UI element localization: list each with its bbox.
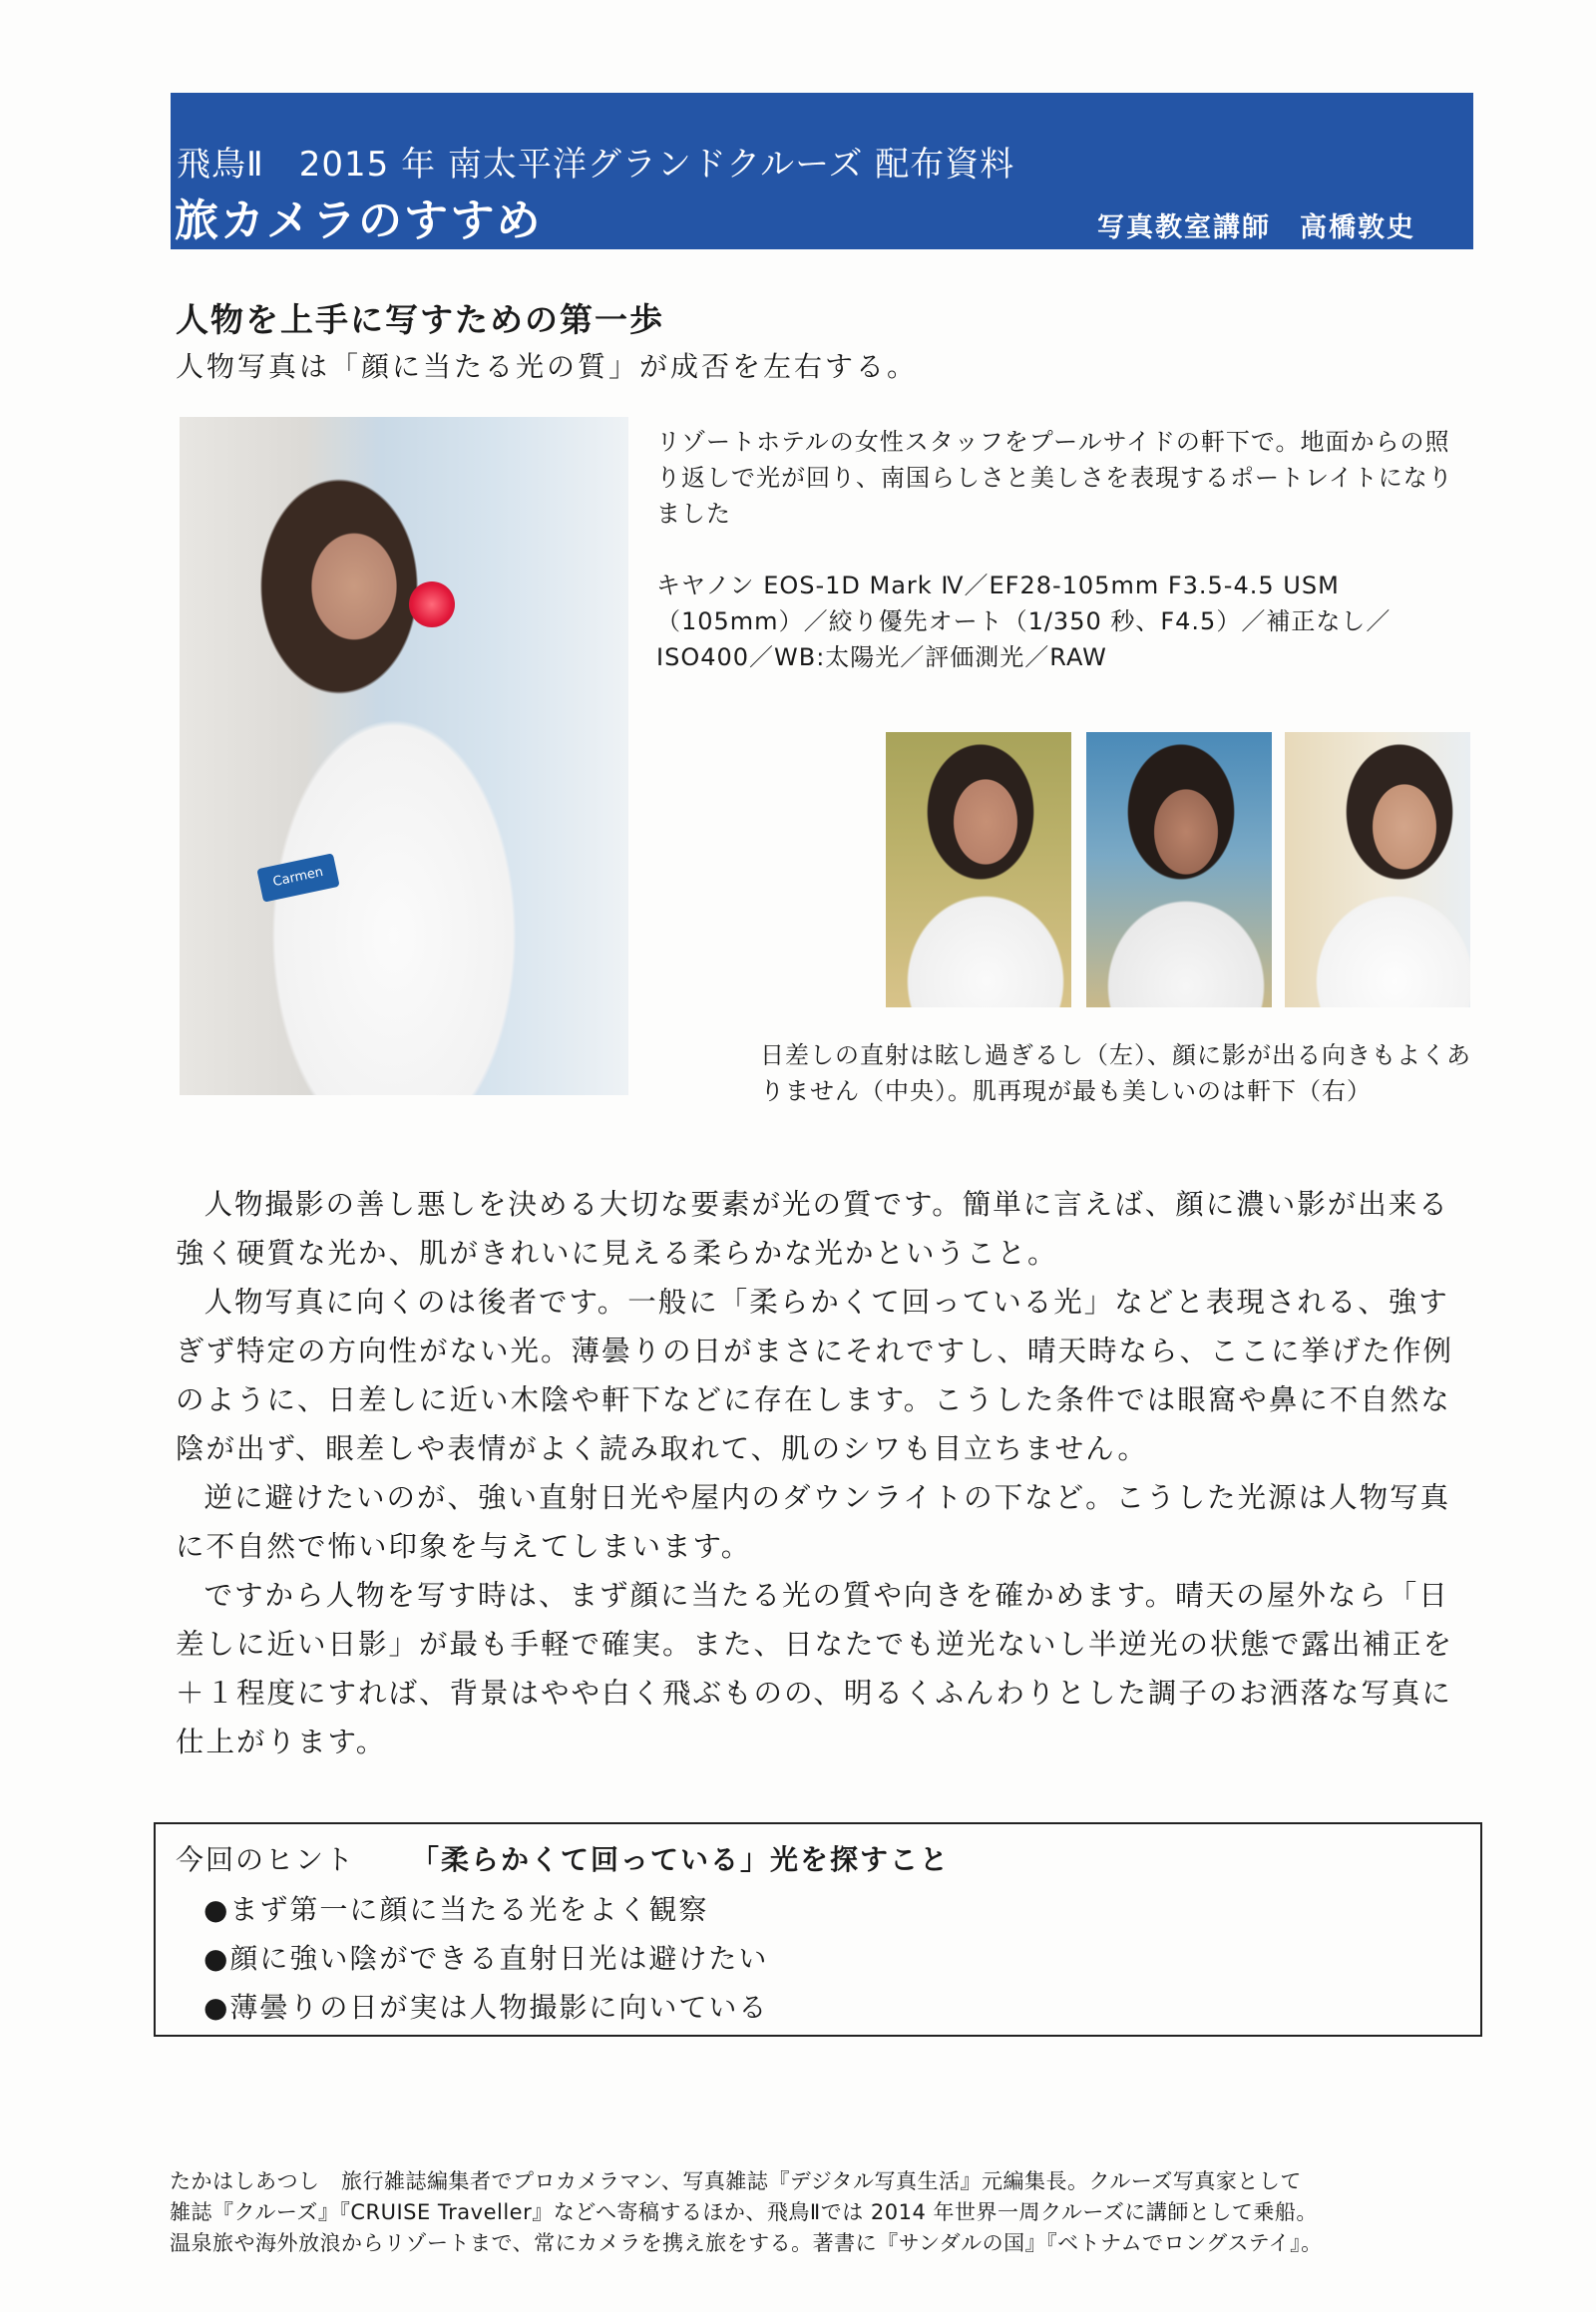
- bio-line: 雑誌『クルーズ』『CRUISE Traveller』などへ寄稿するほか、飛鳥Ⅱでは 2014 年世界一周クルーズに講師として乗船。: [170, 2200, 1318, 2224]
- comparison-photo-right: [1285, 732, 1470, 1007]
- section-title: 人物を上手に写すための第一歩: [176, 300, 664, 339]
- caption-text: リゾートホテルの女性スタッフをプールサイドの軒下で。地面からの照り返しで光が回り、南国らしさと美しさを表現するポートレイトになりました: [656, 428, 1453, 528]
- header-subtitle: 飛鳥Ⅱ 2015 年 南太平洋グランドクルーズ 配布資料: [177, 145, 1015, 185]
- hint-title: 「柔らかくて回っている」光を探すこと: [411, 1843, 951, 1876]
- hint-label: 今回のヒント: [176, 1843, 356, 1876]
- paragraph: 逆に避けたいのが、強い直射日光や屋内のダウンライトの下など。こうした光源は人物写真に不自然で怖い印象を与えてしまいます。: [176, 1481, 1451, 1563]
- hint-item: ●顔に強い陰ができる直射日光は避けたい: [203, 1942, 769, 1975]
- hint-item: ●まず第一に顔に当たる光をよく観察: [203, 1893, 709, 1926]
- camera-specs: キヤノン EOS-1D Mark Ⅳ／EF28-105mm F3.5-4.5 USM（105mm）／絞り優先オート（1/350 秒、F4.5）／補正なし／ISO400／WB:太陽光／評価測光／RAW: [656, 572, 1392, 671]
- header-banner: [171, 93, 1473, 249]
- hint-box: [154, 1822, 1482, 2037]
- hint-item: ●薄曇りの日が実は人物撮影に向いている: [203, 1991, 769, 2024]
- name-badge: Carmen: [256, 853, 339, 902]
- author-credit: 写真教室講師 高橋敦史: [1097, 212, 1415, 243]
- paragraph: ですから人物を写す時は、まず顔に当たる光の質や向きを確かめます。晴天の屋外なら「日差しに近い日影」が最も手軽で確実。また、日なたでも逆光ないし半逆光の状態で露出補正を＋１程度にすれば、背景はやや白く飛ぶものの、明るくふんわりとした調子のお洒落な写真に仕上がります。: [176, 1579, 1454, 1758]
- hint-header: [176, 1838, 950, 1878]
- author-bio: [170, 2166, 1486, 2259]
- comparison-photo-center: [1086, 732, 1272, 1007]
- hair-flower: [409, 581, 455, 627]
- portrait-photo: [180, 417, 628, 1095]
- section-lead: 人物写真は「顔に当たる光の質」が成否を左右する。: [176, 350, 919, 383]
- paragraph: 人物撮影の善し悪しを決める大切な要素が光の質です。簡単に言えば、顔に濃い影が出来る強く硬質な光か、肌がきれいに見える柔らかな光かということ。: [176, 1188, 1449, 1270]
- bio-line: 温泉旅や海外放浪からリゾートまで、常にカメラを携え旅をする。著書に『サンダルの国』『ベトナムでロングステイ』。: [170, 2231, 1323, 2255]
- bio-line: たかはしあつし 旅行雑誌編集者でプロカメラマン、写真雑誌『デジタル写真生活』元編集長。クルーズ写真家として: [170, 2169, 1302, 2193]
- article-body: [176, 1180, 1472, 1766]
- page-title: 旅カメラのすすめ: [175, 195, 543, 246]
- paragraph: 人物写真に向くのは後者です。一般に「柔らかくて回っている光」などと表現される、強すぎず特定の方向性がない光。薄曇りの日がまさにそれですし、晴天時なら、ここに挙げた作例のように、日差しに近い木陰や軒下などに存在します。こうした条件では眼窩や鼻に不自然な陰が出ず、眼差しや表情がよく読み取れて、肌のシワも目立ちません。: [176, 1286, 1454, 1465]
- comparison-photo-left: [886, 732, 1071, 1007]
- main-photo-caption: [656, 424, 1474, 675]
- comparison-caption: 日差しの直射は眩し過ぎるし（左）、顔に影が出る向きもよくありません（中央）。肌再現が最も美しいのは軒下（右）: [760, 1041, 1471, 1105]
